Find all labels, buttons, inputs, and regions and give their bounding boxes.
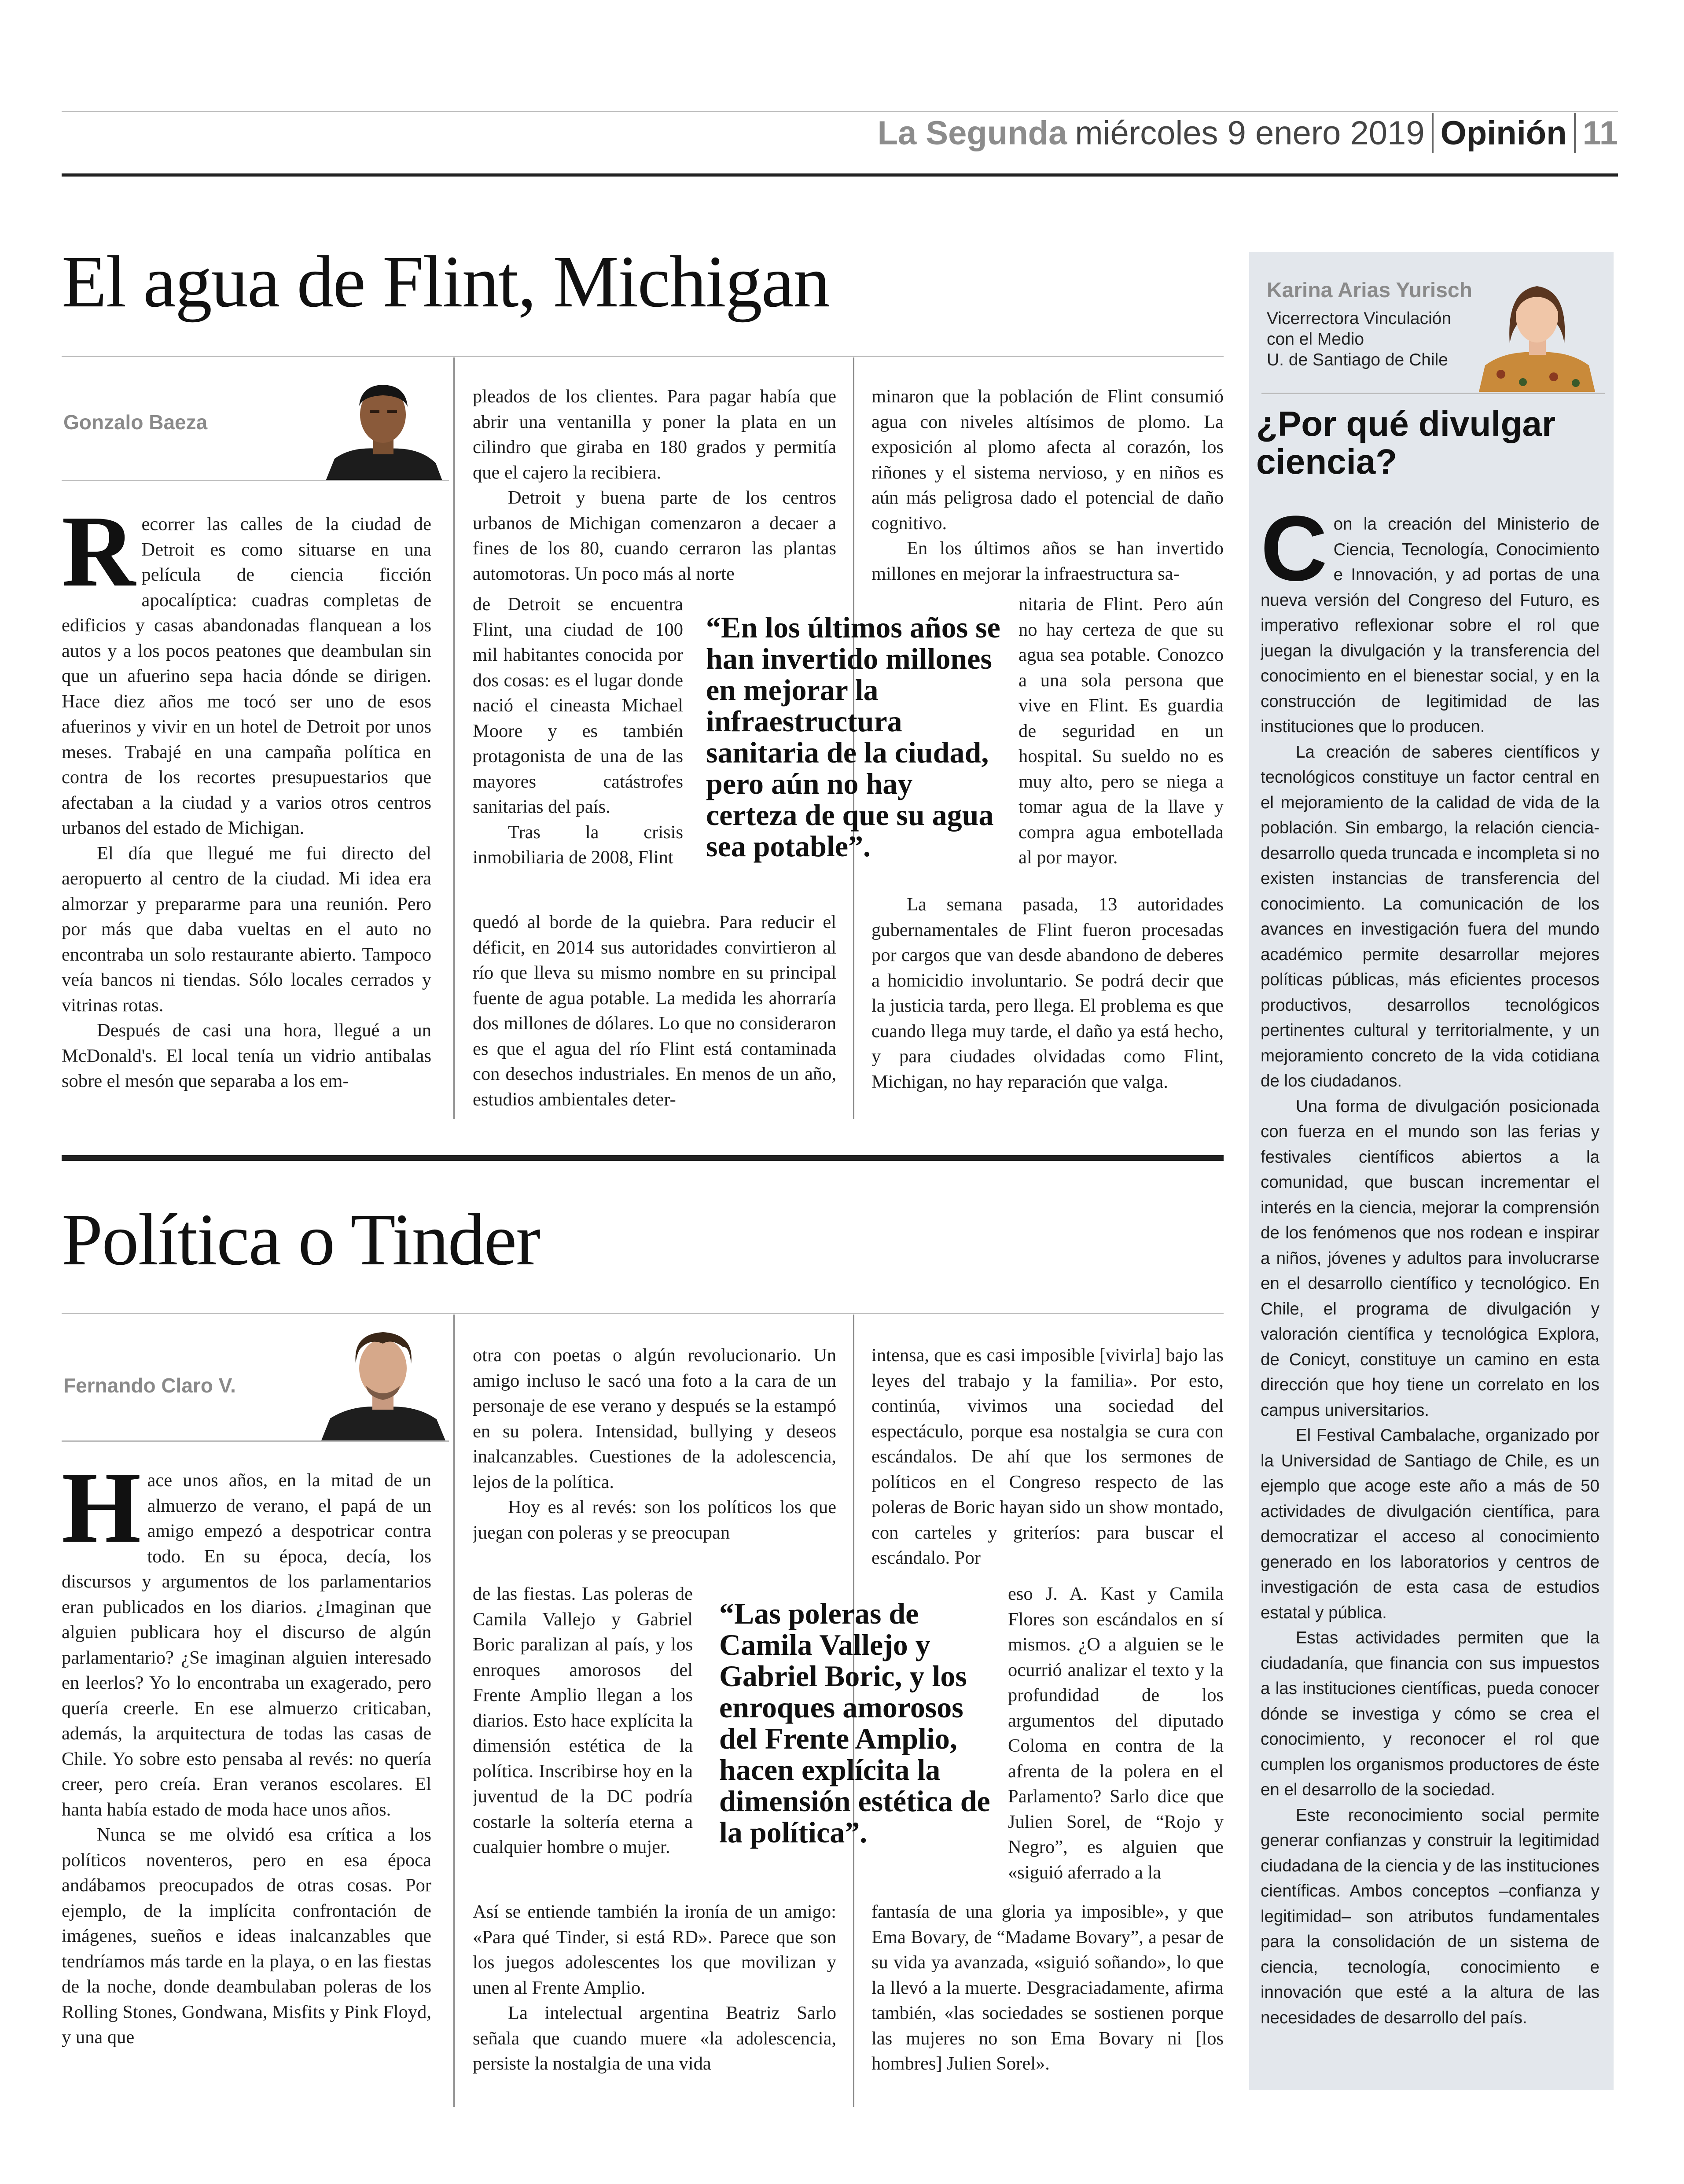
paragraph: Este reconocimiento social permite generar confianzas y construir la legitimidad ciudadana de la ciencia y de las instituciones científicas. Ambos conceptos –confianza y legitimidad– son atributos fundamentales para la consolidación de un sistema de ciencia, tecnología, conocimiento e innovación que esté a la altura de las necesidades de desarrollo del país.: [1261, 1805, 1599, 2027]
article1-title: El agua de Flint, Michigan: [62, 241, 830, 323]
masthead-separator: [1574, 113, 1576, 153]
article1-column-3-top: [871, 384, 1224, 591]
paragraph: La intelectual argentina Beatriz Sarlo señala que cuando muere «la adolescencia, persiste la nostalgia de una vida: [473, 2003, 836, 2074]
article2-column-1: [62, 1468, 431, 2118]
paragraph: Después de casi una hora, llegué a un McDonald's. El local tenía un vidrio antibalas sobre el mesón que separaba a los em-: [62, 1020, 431, 1091]
paragraph: otra con poetas o algún revolucionario. Un amigo incluso le sacó una foto a la cara de un personaje de ese verano y después se la estampó en su polera. Intensidad, bullying y deseos inalcanzables. Cuestiones de la adolescencia, lejos de la política.: [473, 1345, 836, 1492]
paragraph: Estas actividades permiten que la ciudadanía, que financia con sus impuestos a las instituciones científicas, pueda conocer dónde se investiga y cómo se crea el conocimiento, y reconocer el rol que cumplen los organismos productores de éste en el desarrollo de la sociedad.: [1261, 1628, 1599, 1799]
author-photo-gonzalo-baeza: [317, 375, 449, 481]
paragraph: de Detroit se encuentra Flint, una ciudad de 100 mil habitantes conocida por dos cosas: es el lugar donde nació el cineasta Michael Moore y es también protagonista de una de las mayores catástrofes sanitarias del país.: [473, 594, 683, 817]
article2-column-3-bottom: [871, 1899, 1224, 2118]
article1-column-2-narrow: [473, 592, 683, 909]
author-photo-fernando-claro: [317, 1321, 449, 1440]
paragraph: La creación de saberes científicos y tecnológicos constituye un factor central en el mejoramiento de la calidad de vida de la población. Sin embargo, la relación ciencia-desarrollo queda truncada e incompleta si no existen instancias de transferencia del conocimiento. La comunicación de los avances en investigación fuera del mundo académico permite desarrollar mejores políticas públicas, más eficientes procesos productivos, desarrollos tecnológicos pertinentes cultural y territorialmente, y un mejoramiento concreto de la vida cotidiana de los ciudadanos.: [1261, 742, 1599, 1090]
role-line: con el Medio: [1267, 330, 1364, 349]
paragraph: minaron que la población de Flint consumió agua con niveles altísimos de plomo. La exposición al plomo afecta al corazón, los riñones y el sistema nervioso, y en niños es aún más peligrosa dado el potencial de daño cognitivo.: [871, 386, 1224, 534]
paragraph: ace unos años, en la mitad de un almuerzo de verano, el papá de un amigo empezó a despotricar contra todo. En su época, decía, los discursos y argumentos de los parlamentarios eran publicados en los diarios. ¿Imaginan que alguien publicara hoy el discurso de algún parlamentario? ¿Se imaginan alguien interesado en leerlos? Yo lo encontraba un exagerado, pero quería creerle. En ese almuerzo criticaban, además, la arquitectura de todas las casas de Chile. Yo sobre esto pensaba al revés: no quería creer, pero creía. Eran veranos escolares. El hanta había estado de moda hace unos años.: [62, 1470, 431, 1820]
article2-column-2-narrow: [473, 1581, 693, 1898]
article2-column-3-top: [871, 1343, 1224, 1580]
dropcap: R: [62, 512, 136, 608]
sidebar-author: Karina Arias Yurisch: [1267, 279, 1472, 302]
masthead-page-number: 11: [1582, 114, 1618, 152]
paragraph: Tras la crisis inmobiliaria de 2008, Flint: [473, 821, 683, 868]
masthead-separator: [1432, 113, 1434, 153]
sidebar-column: [1261, 512, 1599, 2079]
paragraph: quedó al borde de la quiebra. Para reducir el déficit, en 2014 sus autoridades convirtieron al río que lleva su mismo nombre en su principal fuente de agua potable. La medida les ahorraría dos millones de dólares. Lo que no consideraron es que el agua del río Flint está contaminada con desechos industriales. En menos de un año, estudios ambientales deter-: [473, 912, 836, 1110]
paragraph: intensa, que es casi imposible [vivirla] bajo las leyes del trabajo y la familia». Por esto, continúa, vivimos una sociedad del espectáculo, porque esa nostalgia se cura con escándalos. De ahí que los sermones de políticos en el Congreso respecto de las poleras de Boric hayan sido un show montado, con carteles y griteríos: para buscar el escándalo. Por: [871, 1345, 1224, 1568]
role-line: U. de Santiago de Chile: [1267, 350, 1448, 369]
article1-title-rule: [62, 356, 1224, 357]
paragraph: Detroit y buena parte de los centros urbanos de Michigan comenzaron a decaer a fines de los 80, cuando cerraron las plantas automotoras. Un poco más al norte: [473, 487, 836, 584]
masthead-section: Opinión: [1440, 114, 1567, 152]
paragraph: de las fiestas. Las poleras de Camila Vallejo y Gabriel Boric paralizan al país, y los enroques amorosos del Frente Amplio llegan a los diarios. Esto hace explícita la dimensión estética de la política. Inscribirse hoy en la juventud de la DC podría costarle la soltería eterna a cualquier hombre o mujer.: [473, 1584, 693, 1857]
article2-author: Fernando Claro V.: [63, 1374, 236, 1397]
paragraph: En los últimos años se han invertido millones en mejorar la infraestructura sa-: [871, 538, 1224, 584]
article1-pull-quote: “En los últimos años se han invertido millones en mejorar la infraestructura sanitaria de la ciudad, pero aún no hay certeza de que su agua sea potable”.: [706, 611, 1000, 863]
paragraph: ecorrer las calles de la ciudad de Detroit es como situarse en una película de ciencia ficción apocalíptica: cuadras completas de edificios y casas abandonadas flanquean a los autos y a los pocos peatones que deambulan sin que un afuerino sepa hacia dónde se dirigen. Hace diez años me tocó ser uno de esos afuerinos y vivir en un hotel de Detroit por unos meses. Trabajé en una campaña política en contra de los recortes presupuestarios que afectaban a la ciudad y a varios otros centros urbanos del estado de Michigan.: [62, 514, 431, 838]
paragraph: El día que llegué me fui directo del aeropuerto al centro de la ciudad. Mi idea era almorzar y prepararme para una reunión. Pero por más que daba vueltas en el auto no encontraba un solo restaurante abierto. Tampoco veía bancos ni tiendas. Sólo locales cerrados y vitrinas rotas.: [62, 843, 431, 1016]
paragraph: Nunca se me olvidó esa crítica a los políticos noventeros, pero en esa época andábamos preocupados de otras cosas. Por ejemplo, de la implícita confrontación de imágenes, sueños e ideas inalcanzables que tendríamos más tarde en la playa, o en las fiestas de la noche, donde deambulaban poleras de los Rolling Stones, Gondwana, Misfits y Pink Floyd, y una que: [62, 1824, 431, 2048]
masthead-brand: La Segunda: [877, 114, 1067, 152]
section-divider: [62, 1155, 1224, 1161]
dropcap: C: [1261, 512, 1327, 600]
paragraph: on la creación del Ministerio de Ciencia, Tecnología, Conocimiento e Innovación, y ad portas de una nueva versión del Congreso del Futuro, es imperativo reflexionar sobre el rol que juegan la divulgación y la transferencia del conocimiento en el bienestar social, y en la construcción de legitimidad de las instituciones que lo producen.: [1261, 515, 1599, 736]
article1-column-1: [62, 512, 431, 1119]
paragraph: nitaria de Flint. Pero aún no hay certeza de que su agua sea potable. Conozco a una sola persona que vive en Flint. Es guardia de seguridad en un hospital. Su sueldo no es muy alto, pero se niega a tomar agua de la llave y compra agua embotellada al por mayor.: [1018, 594, 1224, 868]
article1-byline-rule: [62, 480, 449, 481]
article1-author: Gonzalo Baeza: [63, 411, 208, 434]
article2-pull-quote: “Las poleras de Camila Vallejo y Gabriel Boric, y los enroques amorosos del Frente Amplio, hacen explícita la dimensión estética de la política”.: [719, 1597, 990, 1849]
article2-column-2-top: [473, 1343, 836, 1580]
article1-column-2-bottom: [473, 910, 836, 1121]
paragraph: fantasía de una gloria ya imposible», y que Ema Bovary, de “Madame Bovary”, a pesar de su vida ya avanzada, «siguió soñando», lo que la llevó a la muerte. Desgraciadamente, afirma también, «las sociedades se sostienen porque las mujeres no son Ema Bovary ni [los hombres] Julien Sorel».: [871, 1901, 1224, 2074]
paragraph: Así se entiende también la ironía de un amigo: «Para qué Tinder, si está RD». Parece que son los juegos adolescentes los que movilizan y unen al Frente Amplio.: [473, 1901, 836, 1998]
masthead: [878, 109, 1618, 157]
article2-column-2-bottom: [473, 1899, 836, 2118]
article2-title-rule: [62, 1313, 1224, 1314]
column-divider: [453, 1315, 455, 2107]
author-photo-karina-arias: [1474, 264, 1599, 392]
article2-byline-rule: [62, 1440, 449, 1442]
article2-title: Política o Tinder: [62, 1199, 540, 1281]
sidebar-byline-rule: [1261, 393, 1605, 394]
column-divider: [453, 357, 455, 1119]
role-line: Vicerrectora Vinculación: [1267, 309, 1452, 328]
article1-column-3-bottom: [871, 892, 1224, 1121]
paragraph: El Festival Cambalache, organizado por la Universidad de Santiago de Chile, es un ejemplo que acoge este año a más de 50 actividades de divulgación científica, para democratizar el acceso al conocimiento generado en los laboratorios y centros de investigación de esta casa de estudios estatal y pública.: [1261, 1426, 1599, 1622]
dropcap: H: [62, 1468, 141, 1564]
paragraph: eso J. A. Kast y Camila Flores son escándalos en sí mismos. ¿O a alguien se le ocurrió analizar el texto y la profundidad de los argumentos del diputado Coloma en contra de la afrenta de la polera en el Parlamento? Sarlo dice que Julien Sorel, de “Rojo y Negro”, es alguien que «siguió aferrado a la: [1008, 1584, 1224, 1883]
masthead-rule: [62, 173, 1618, 177]
sidebar-author-role: [1267, 308, 1452, 370]
masthead-date: miércoles 9 enero 2019: [1075, 114, 1425, 152]
sidebar-title: ¿Por qué divulgar ciencia?: [1256, 404, 1556, 481]
paragraph: La semana pasada, 13 autoridades gubernamentales de Flint fueron procesadas por cargos que van desde abandono de deberes a homicidio involuntario. Se podrá decir que la justicia tarda, pero llega. El problema es que cuando llega muy tarde, el daño ya está hecho, y para ciudades olvidadas como Flint, Michigan, no hay reparación que valga.: [871, 894, 1224, 1092]
paragraph: Hoy es al revés: son los políticos los que juegan con poleras y se preocupan: [473, 1497, 836, 1543]
paragraph: pleados de los clientes. Para pagar había que abrir una ventanilla y poner la plata en un cilindro que giraba en 180 grados y permitía que el cajero la recibiera.: [473, 386, 836, 483]
article1-column-2-top: [473, 384, 836, 591]
article1-column-3-narrow: [1018, 592, 1224, 891]
article2-column-3-narrow: [1008, 1581, 1224, 1898]
paragraph: Una forma de divulgación posicionada con fuerza en el mundo son las ferias y festivales científicos abiertos a la comunidad, que buscan incrementar el interés en la ciencia, mejorar la comprensión de los fenómenos que nos rodean e inspirar a niños, jóvenes y adultos para involucrarse en el desarrollo científico y tecnológico. En Chile, el programa de divulgación y valoración científica y tecnológica Explora, de Conicyt, constituye un camino en esta dirección que hoy tiene un correlato en los campus universitarios.: [1261, 1097, 1599, 1420]
